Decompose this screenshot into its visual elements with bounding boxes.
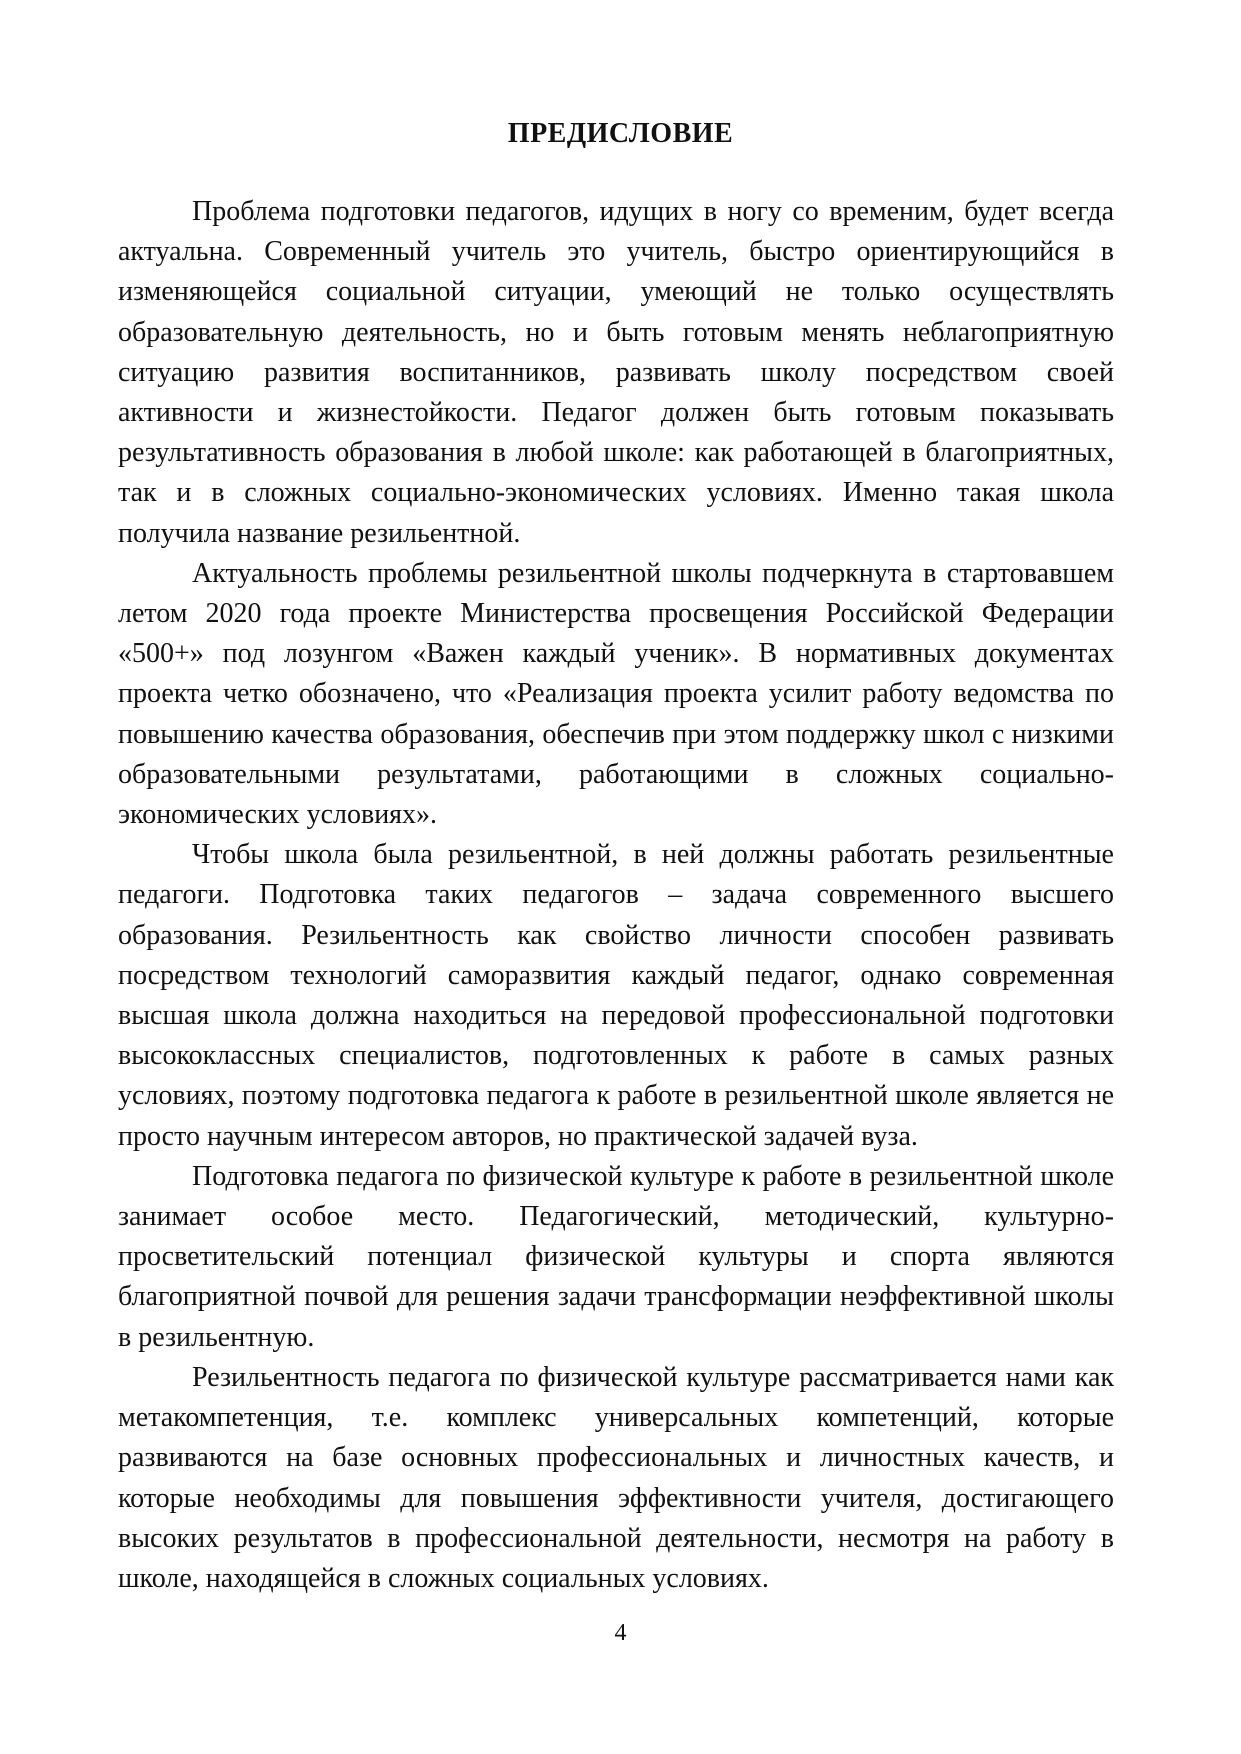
page-title: ПРЕДИСЛОВИЕ [507, 118, 734, 149]
paragraph-2: Актуальность проблемы резильентной школы подчеркнута в стартовавшем летом 2020 года проекте Министерства просвещения Российской Федерации «500+» под лозунгом «Важен каждый ученик». В нормативных документах проекта четко обозначено, что «Реализация проекта усилит работу ведомства по повышению качества образования, обеспечив при этом поддержку школ с низкими образовательными результатами, работающими в сложных социально-экономических условиях». [118, 557, 1114, 831]
paragraph-4: Подготовка педагога по физической культуре к работе в резильентной школе занимает особое место. Педагогический, методический, культурно-просветительский потенциал физической культуры и спорта являются благоприятной почвой для решения задачи трансформации неэффективной школы в резильентную. [118, 1160, 1114, 1353]
body-text [118, 192, 1114, 1599]
paragraph-1: Проблема подготовки педагогов, идущих в ногу со временим, будет всегда актуальна. Современный учитель это учитель, быстро ориентирующийся в изменяющейся социальной ситуации, умеющий не только осуществлять образовательную деятельность, но и быть готовым менять неблагоприятную ситуацию развития воспитанников, развивать школу посредством своей активности и жизнестойкости. Педагог должен быть готовым показывать результативность образования в любой школе: как работающей в благоприятных, так и в сложных социально-экономических условиях. Именно такая школа получила название резильентной. [118, 196, 1114, 549]
paragraph-5: Резильентность педагога по физической культуре рассматривается нами как метакомпетенция, т.е. комплекс универсальных компетенций, которые развиваются на базе основных профессиональных и личностных качеств, и которые необходимы для повышения эффективности учителя, достигающего высоких результатов в профессиональной деятельности, несмотря на работу в школе, находящейся в сложных социальных условиях. [118, 1361, 1114, 1594]
page-number: 4 [614, 1620, 627, 1646]
paragraph-3: Чтобы школа была резильентной, в ней должны работать резильентные педагоги. Подготовка таких педагогов – задача современного высшего образования. Резильентность как свойство личности способен развивать посредством технологий саморазвития каждый педагог, однако современная высшая школа должна находиться на передовой профессиональной подготовки высококлассных специалистов, подготовленных к работе в самых разных условиях, поэтому подготовка педагога к работе в резильентной школе является не просто научным интересом авторов, но практической задачей вуза. [118, 839, 1114, 1152]
